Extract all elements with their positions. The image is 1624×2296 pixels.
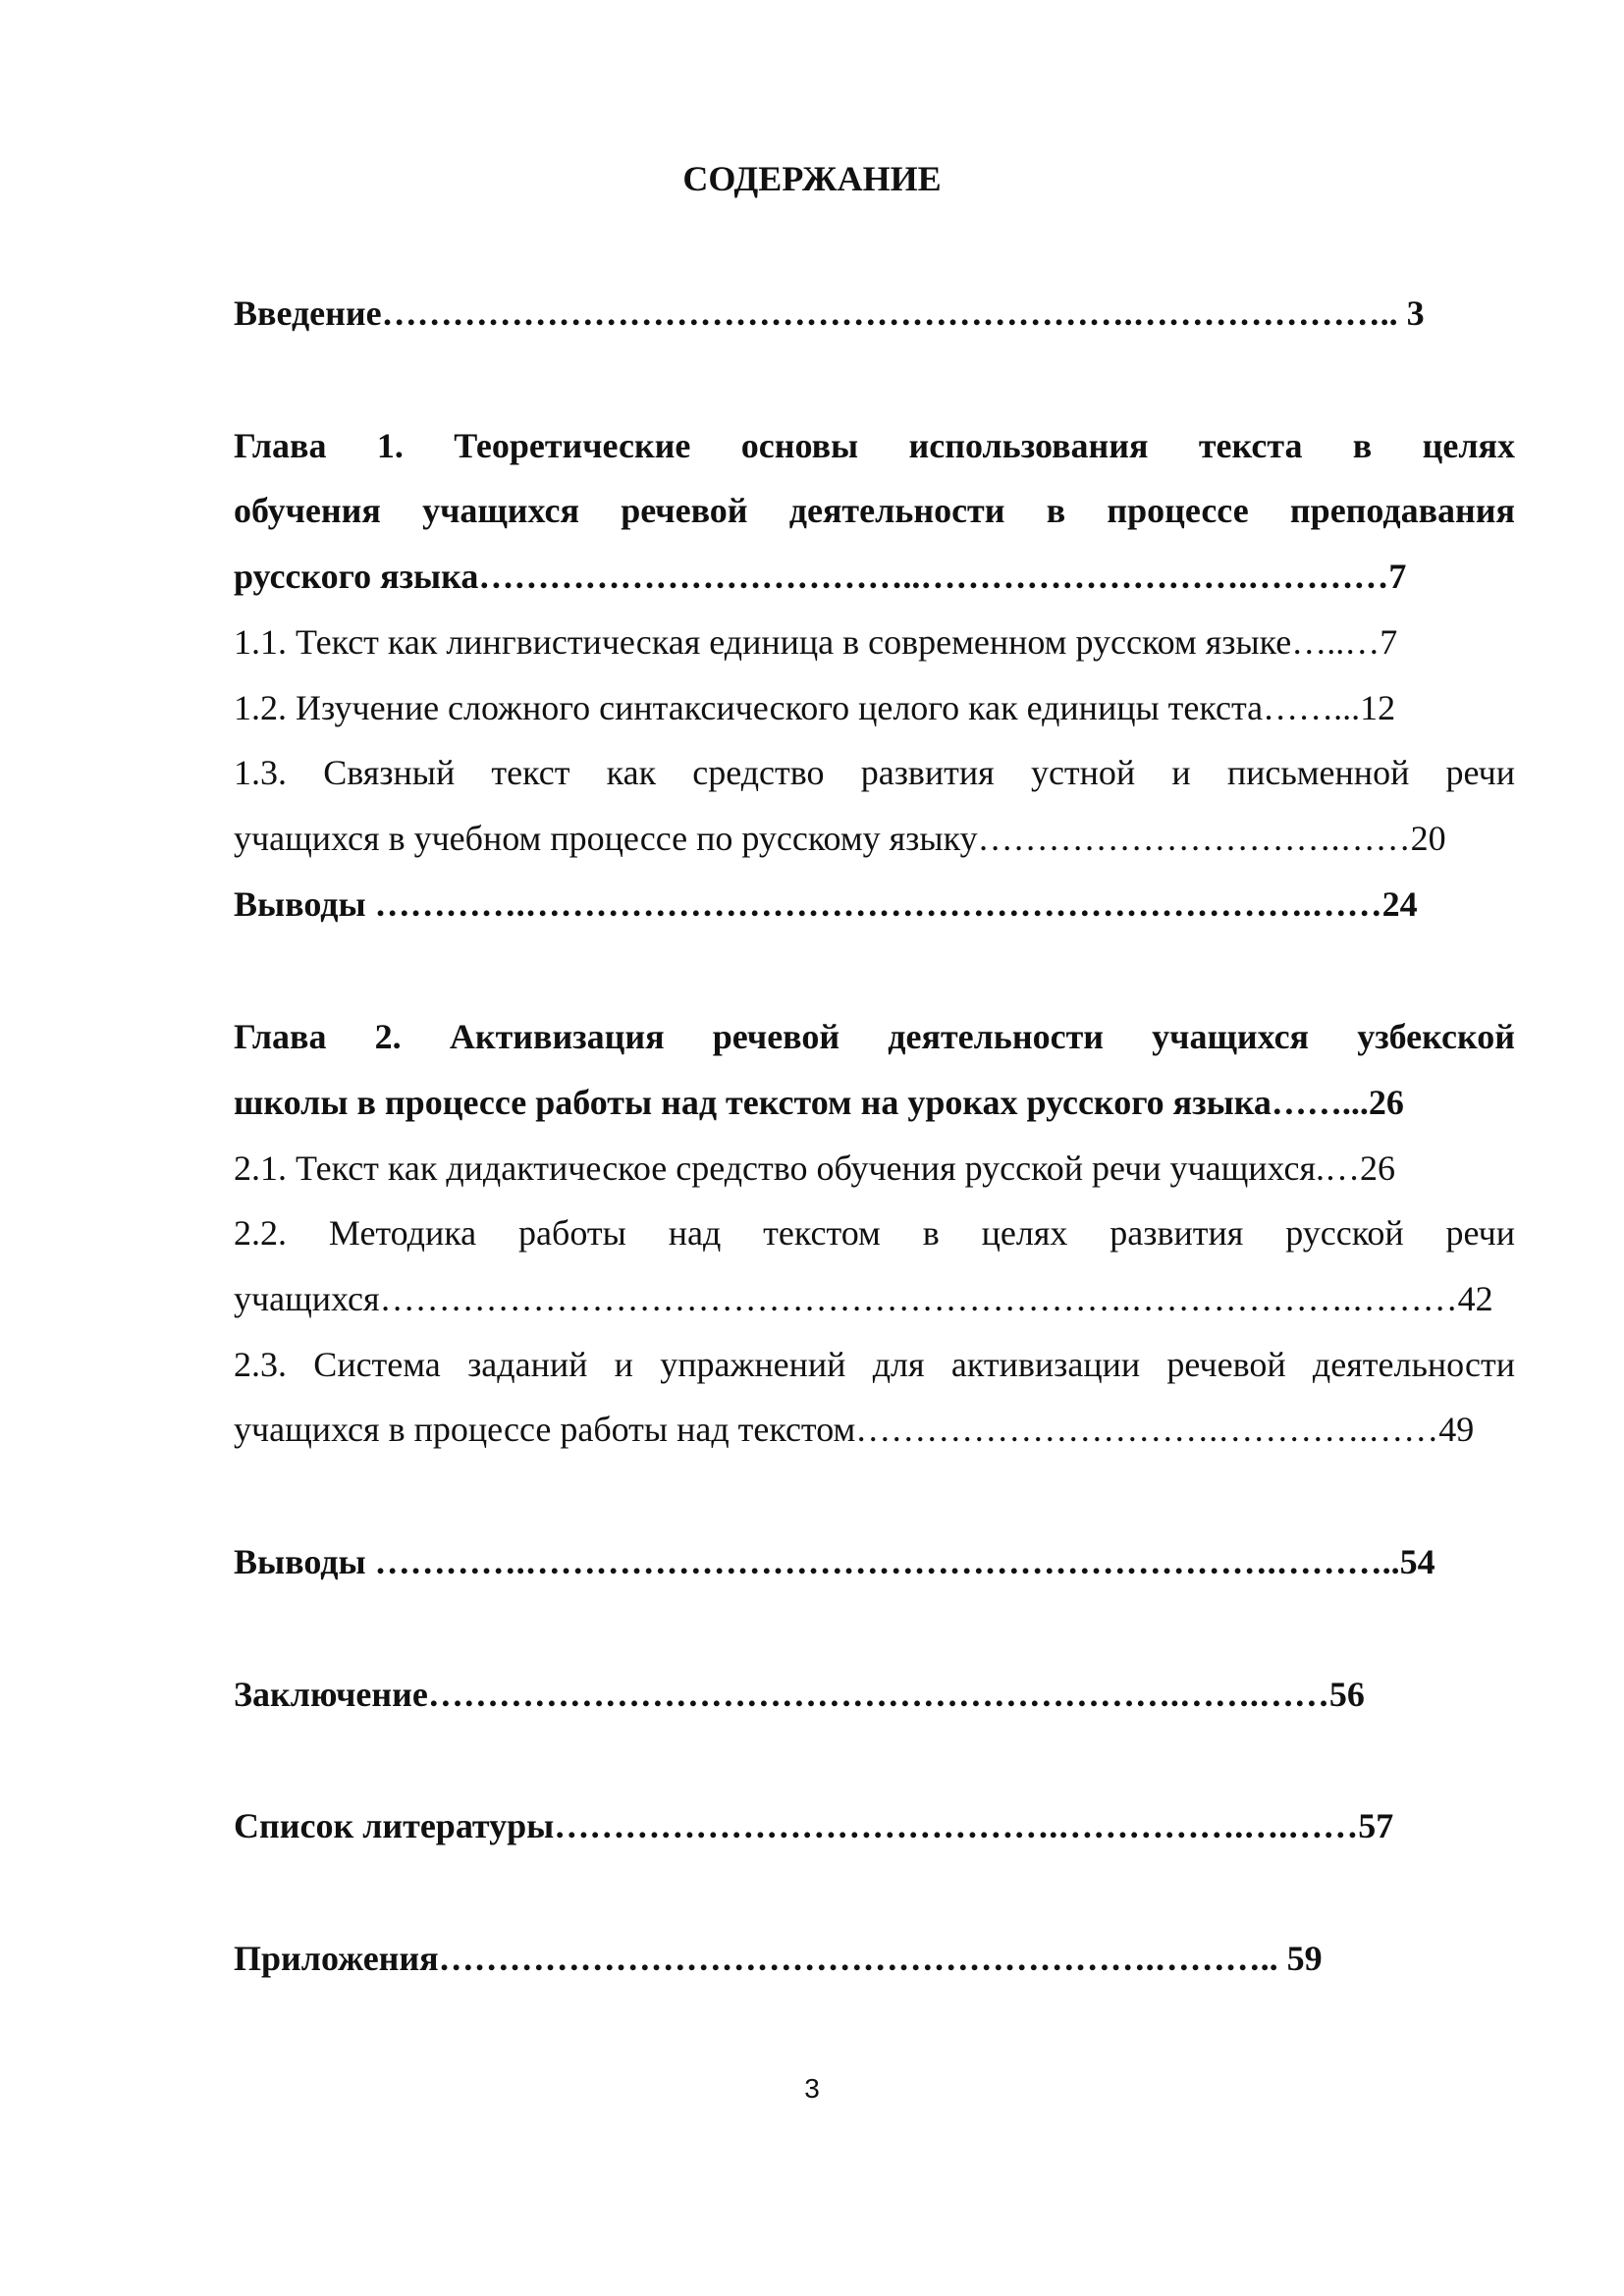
toc-entry-conclusions-1: Выводы ………….………………………………………………………….……24 <box>234 884 1418 924</box>
toc-entry-section-2-3-line1: 2.3. Система заданий и упражнений для активизации речевой деятельности <box>234 1345 1515 1384</box>
toc-entry-section-2-2-line2: учащихся……………………………………………………….……………….………42 <box>234 1279 1493 1318</box>
toc-entry-chapter2-line2: школы в процессе работы над текстом на уроках русского языка……...26 <box>234 1083 1404 1122</box>
toc-entry-section-1-3-line1: 1.3. Связный текст как средство развития устной и письменной речи <box>234 753 1515 792</box>
toc-entry-references: Список литературы…………………………………….…………….….……57 <box>234 1806 1394 1845</box>
toc-entry-section-2-2-line1: 2.2. Методика работы над текстом в целях развития русской речи <box>234 1213 1515 1253</box>
toc-entry-section-2-3-line2: учащихся в процессе работы над текстом………………………….………….……49 <box>234 1410 1475 1449</box>
page-number: 3 <box>804 2073 820 2104</box>
toc-entry-conclusions-2: Выводы ………….……………………………………………………….………..54 <box>234 1542 1435 1581</box>
toc-entry-section-1-2: 1.2. Изучение сложного синтаксического целого как единицы текста……...12 <box>234 688 1396 727</box>
toc-entry-conclusion: Заключение……………………………………………………….…….……56 <box>234 1675 1365 1714</box>
toc-entry-section-2-1: 2.1. Текст как дидактическое средство обучения русской речи учащихся.…26 <box>234 1148 1396 1188</box>
toc-entry-chapter1-line2: обучения учащихся речевой деятельности в процессе преподавания <box>234 491 1515 530</box>
toc-entry-appendix: Приложения…………………………………………………….……….. 59 <box>234 1939 1323 1978</box>
toc-entry-chapter1-line1: Глава 1. Теоретические основы использования текста в целях <box>234 426 1515 465</box>
page-title: СОДЕРЖАНИЕ <box>682 159 942 198</box>
toc-entry-intro: Введение……………………………………………………….………………….. 3 <box>234 294 1425 333</box>
toc-entry-chapter1-line3: русского языка………………………………..……………………….…………7 <box>234 557 1407 596</box>
toc-entry-section-1-3-line2: учащихся в учебном процессе по русскому языку………………………….……20 <box>234 819 1446 858</box>
toc-entry-chapter2-line1: Глава 2. Активизация речевой деятельности учащихся узбекской <box>234 1017 1515 1056</box>
toc-entry-section-1-1: 1.1. Текст как лингвистическая единица в современном русском языке…..…7 <box>234 622 1398 662</box>
